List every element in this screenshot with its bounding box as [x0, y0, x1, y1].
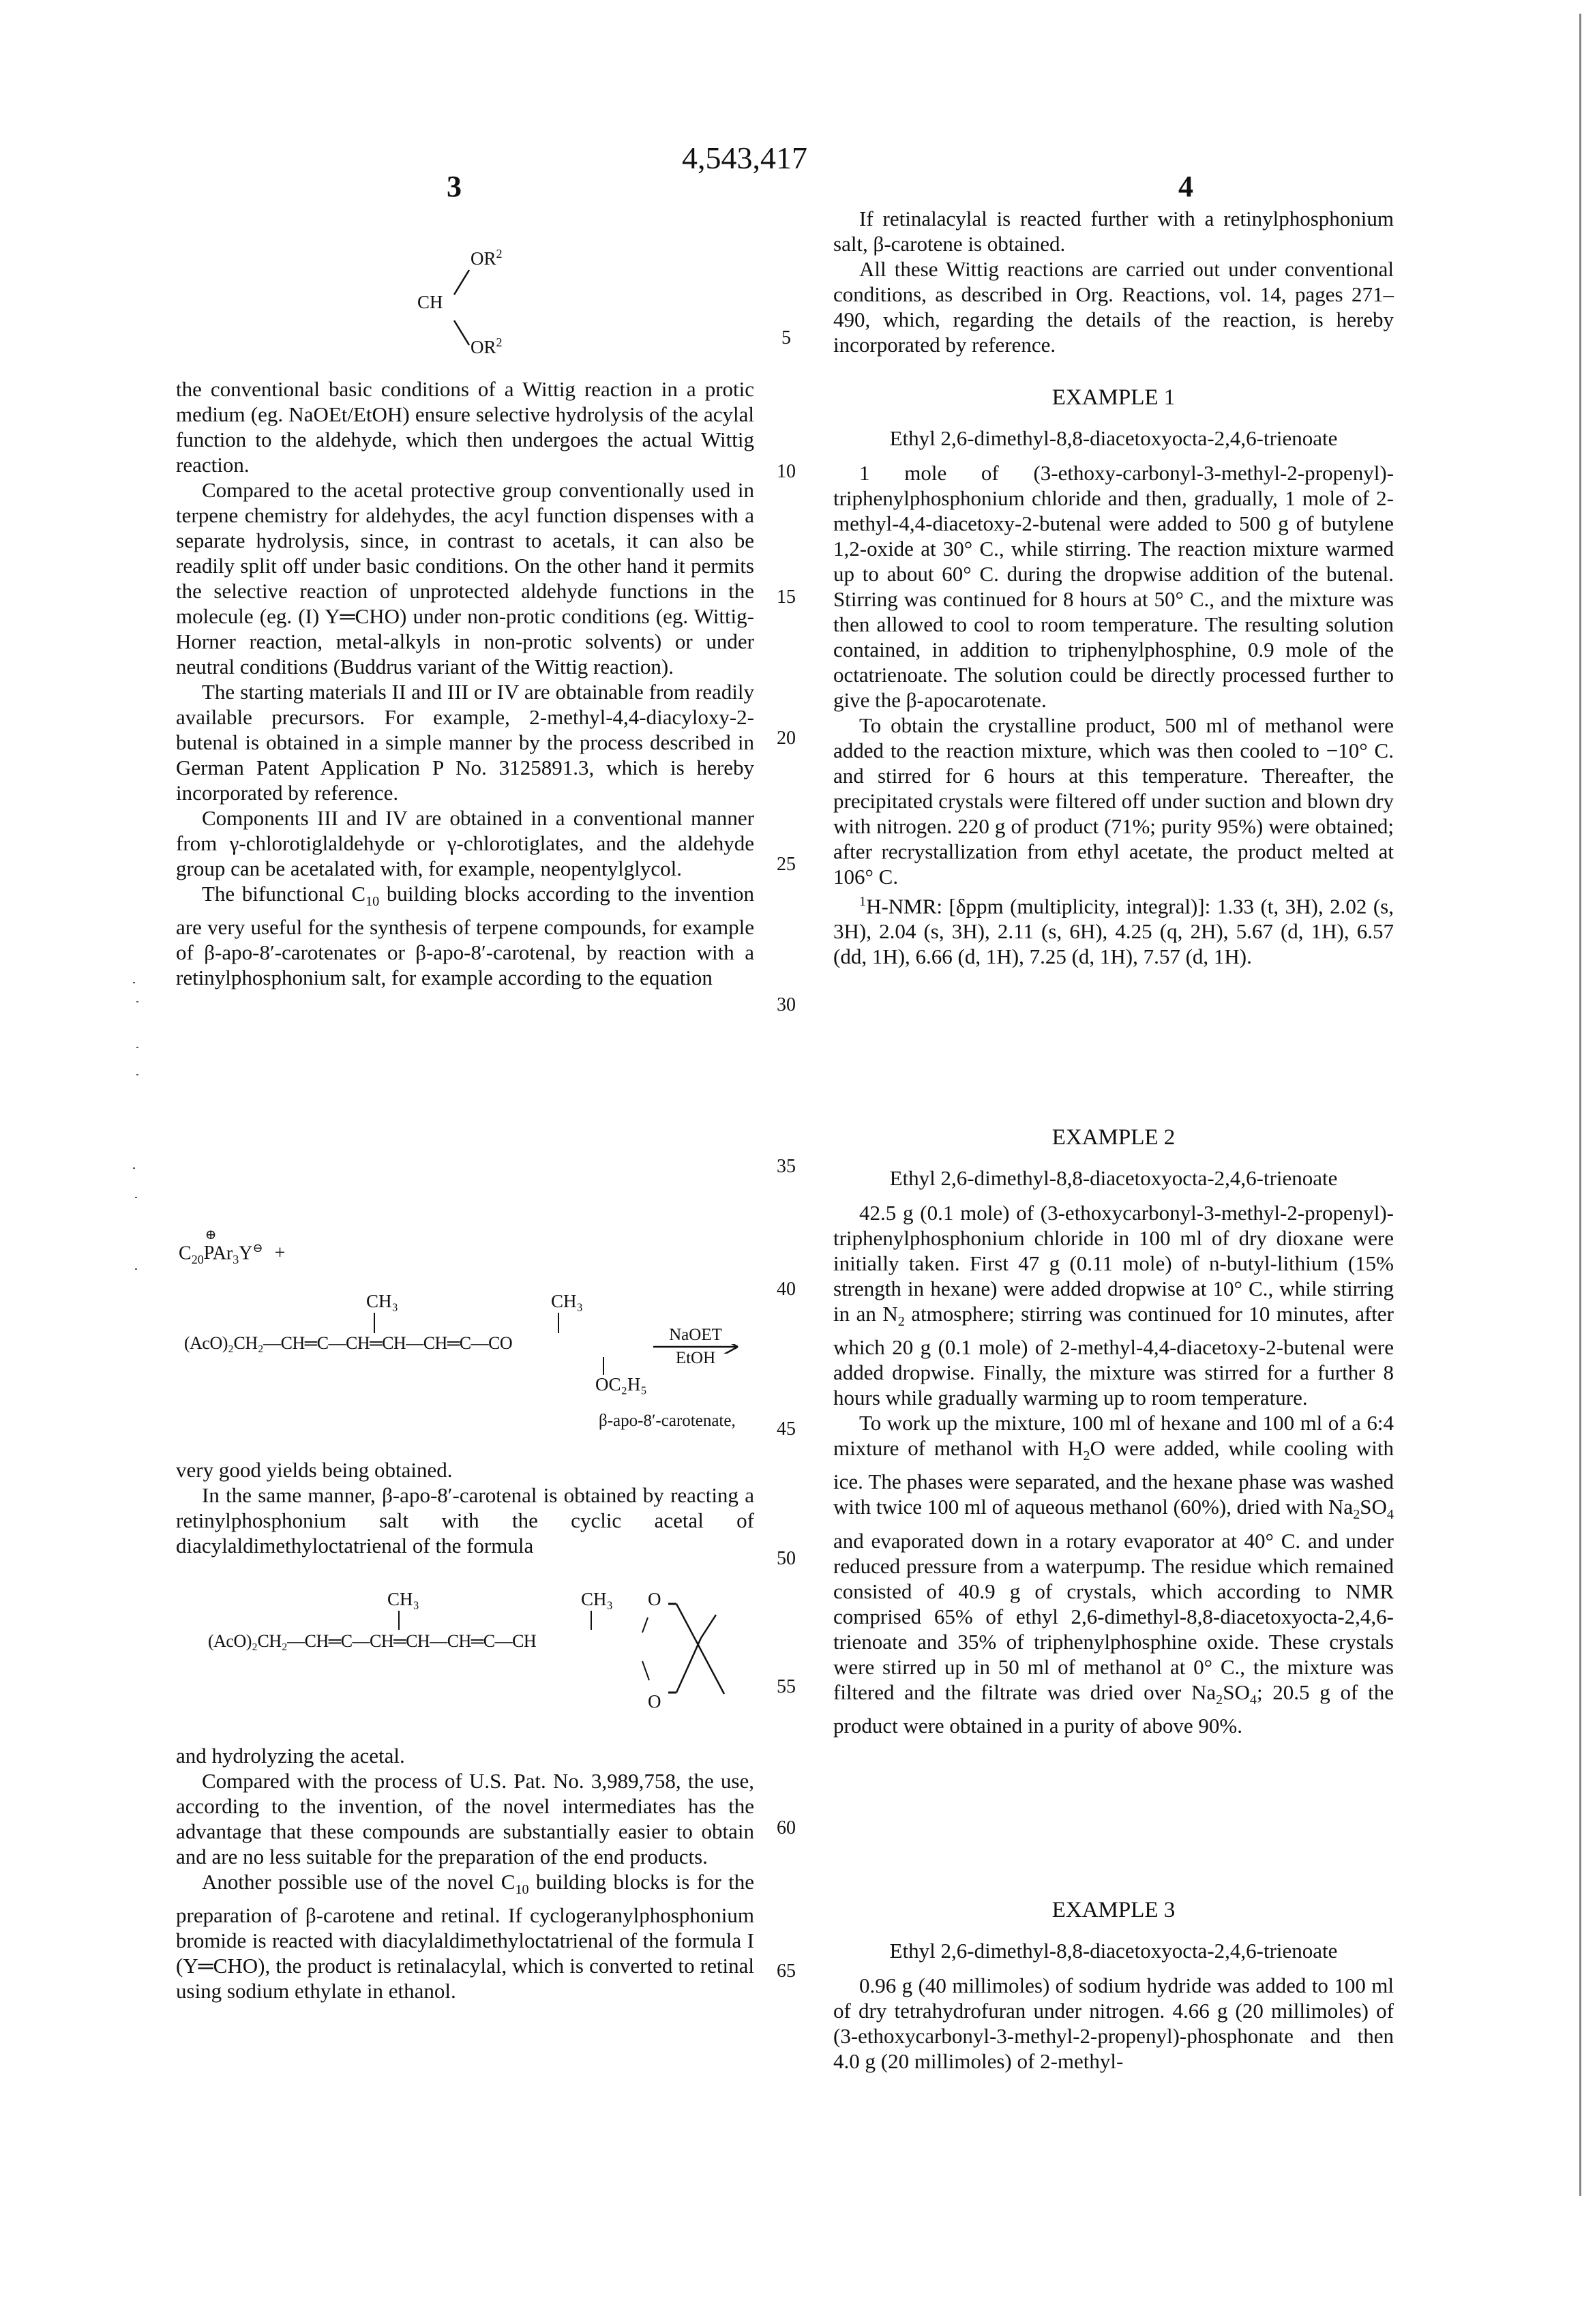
- acetal-or-top: $OR^2$: [471, 247, 503, 269]
- scan-edge-line: [1579, 14, 1581, 2196]
- eq2-bond-1: [398, 1611, 400, 1630]
- eq1-bond-1: [374, 1313, 375, 1333]
- example-3-title: Ethyl 2,6-dimethyl-8,8-diacetoxyocta-2,4,6-trienoate: [889, 1939, 1338, 1963]
- eq2-dioxane-ring: [614, 1589, 750, 1718]
- paragraph: 42.5 g (0.1 mole) of (3-ethoxycarbonyl-3-methyl-2-propenyl)-triphenylphosphonium chloride in 100 ml of dry dioxane were initially taken. First 47 g (0.11 mole) of n-butyl-lithium (15% strength in hexane) were added dropwise at 10° C., while stirring in an $N_2$ atmosphere; stirring was continued for 10 minutes, after which 20 g (0.1 mole) of 2-methyl-4,4-diacetoxy-2-butenal were added dropwise. Finally, the mixture was stirred for a further 8 hours while gradually warming up to room temperature.: [833, 1201, 1394, 1410]
- line-number: 45: [777, 1418, 796, 1440]
- eq1-methyl-2: CH₃: [551, 1291, 583, 1311]
- scan-speck: [135, 1268, 137, 1270]
- eq2-chain: (AcO)₂CH₂—CH═C—CH═CH—CH═C—CH: [208, 1631, 537, 1651]
- eq1-bond-2: [558, 1313, 559, 1333]
- paragraph: 1 mole of (3-ethoxy-carbonyl-3-methyl-2-propenyl)-triphenylphosphonium chloride and then, gradually, 1 mole of 2-methyl-4,4-diacetoxy-2-butenal were added to 500 g of butylene 1,2-oxide at 30° C., while stirring. The reaction mixture warmed up to about 60° C. during the dropwise addition of the butenal. Stirring was continued for 8 hours at 50° C., and the mixture was then allowed to cool to room temperature. The resulting solution contained, in addition to triphenylphosphine, 0.9 mole of the octatrienoate. The solution could be directly processed further to give the β-apocarotenate.: [833, 461, 1394, 712]
- scan-speck: [136, 1001, 138, 1002]
- nmr-data: $^1$H-NMR: [δppm (multiplicity, integral)]: 1.33 (t, 3H), 2.02 (s, 3H), 2.04 (s, 3H), 2.11 (s, 6H), 4.25 (q, 2H), 5.67 (d, 1H), 6.57 (dd, 1H), 6.66 (d, 1H), 7.25 (d, 1H), 7.57 (d, 1H).: [833, 894, 1394, 969]
- paragraph: Components III and IV are obtained in a conventional manner from γ-chlorotiglaldehyde or γ-chlorotiglates, and the aldehyde group can be acetalated with, for example, neopentylglycol.: [176, 806, 754, 880]
- scan-speck: [133, 982, 135, 983]
- line-number: 20: [777, 728, 796, 749]
- paragraph: To work up the mixture, 100 ml of hexane and 100 ml of a 6:4 mixture of methanol with $H_2O$ were added, while cooling with ice. The phases were separated, and the hexane phase was washed with twice 100 ml of aqueous methanol (60%), dried with $Na_2SO_4$ and evaporated down in a rotary evaporator at 40° C. and under reduced pressure from a waterpump. The residue which remained consisted of 40.9 g of crystals, which according to NMR comprised 65% of ethyl 2,6-dimethyl-8,8-diacetoxyocta-2,4,6-trienoate and 35% of triphenylphosphine oxide. These crystals were stirred up in 50 ml of methanol at 0° C., the mixture was filtered and the filtrate was dried over $Na_2SO_4$; 20.5 g of the product were obtained in a purity of above 90%.: [833, 1411, 1394, 1738]
- eq1-chain: (AcO)₂CH₂—CH═C—CH═CH—CH═C—CO: [184, 1333, 513, 1353]
- paragraph: Another possible use of the novel $C_{10}$ building blocks is for the preparation of β-carotene and retinal. If cyclogeranylphosphonium bromide is reacted with diacylaldimethyloctatrienal of the formula I (Y═CHO), the product is retinalacylal, which is converted to retinal using sodium ethylate in ethanol.: [176, 1870, 754, 2003]
- example-1: [833, 385, 1394, 969]
- example-1-title: Ethyl 2,6-dimethyl-8,8-diacetoxyocta-2,4,6-trienoate: [889, 426, 1338, 450]
- line-number: 5: [781, 327, 791, 348]
- line-number: 50: [777, 1548, 796, 1569]
- eq1-reaction-arrow: NaOET EtOH: [655, 1326, 736, 1367]
- paragraph: The bifunctional $C_{10}$ building blocks according to the invention are very useful for the synthesis of terpene compounds, for example of β-apo-8′-carotenates or β-apo-8′-carotenal, by reaction with a retinylphosphonium salt, for example according to the equation: [176, 882, 754, 990]
- left-column-number: 3: [447, 170, 462, 203]
- example-2: [833, 1125, 1394, 1738]
- eq1-methyl-1: CH₃: [366, 1291, 398, 1311]
- paragraph: If retinalacylal is reacted further with a retinylphosphonium salt, β-carotene is obtained.: [833, 207, 1394, 256]
- patent-number: 4,543,417: [682, 140, 807, 175]
- paragraph: 0.96 g (40 millimoles) of sodium hydride was added to 100 ml of dry tetrahydrofuran under nitrogen. 4.66 g (20 millimoles) of (3-ethoxycarbonyl-3-methyl-2-propenyl)-phosphonate and then 4.0 g (20 millimoles) of 2-methyl-: [833, 1973, 1394, 2073]
- paragraph: and hydrolyzing the acetal.: [176, 1744, 405, 1768]
- paragraph: Compared to the acetal protective group conventionally used in terpene chemistry for aldehydes, the acyl function dispenses with a separate hydrolysis, since, in contrast to acetals, it can also be readily split off under basic conditions. On the other hand it permits the selective reaction of unprotected aldehyde functions in the molecule (eg. (I) Y═CHO) under non-protic conditions (eg. Wittig-Horner reaction, metal-alkyls in non-protic solvents) or under neutral conditions (Buddrus variant of the Wittig reaction).: [176, 478, 754, 679]
- line-number: 10: [777, 461, 796, 482]
- eq2-ring-o-bottom: O: [648, 1691, 661, 1712]
- line-number: 55: [777, 1676, 796, 1697]
- right-column-intro: [833, 206, 1394, 357]
- eq2-ring-o-top: O: [648, 1589, 661, 1609]
- eq1-ester: OC₂H₅: [595, 1374, 647, 1395]
- paragraph: In the same manner, β-apo-8′-carotenal is obtained by reacting a retinylphosphonium salt with the cyclic acetal of diacylaldimethyloctatrienal of the formula: [176, 1483, 754, 1558]
- acetal-ch: CH: [417, 292, 443, 312]
- line-number: 15: [777, 586, 796, 608]
- eq2-methyl-1: CH₃: [387, 1589, 419, 1609]
- scan-speck: [136, 1047, 138, 1048]
- line-number: 40: [777, 1279, 796, 1300]
- example-1-heading: EXAMPLE 1: [1051, 385, 1176, 410]
- left-column-block-3: [176, 1743, 754, 2003]
- example-3-heading: EXAMPLE 3: [1051, 1898, 1176, 1922]
- left-column-block-1: [176, 376, 754, 990]
- eq2-methyl-2: CH₃: [581, 1589, 613, 1609]
- example-3: [833, 1898, 1394, 2074]
- paragraph: Compared with the process of U.S. Pat. No. 3,989,758, the use, according to the invention, of the novel intermediates has the advantage that these compounds are substantially easier to obtain and are no less suitable for the preparation of the end products.: [176, 1769, 754, 1868]
- line-number: 35: [777, 1156, 796, 1177]
- example-2-title: Ethyl 2,6-dimethyl-8,8-diacetoxyocta-2,4,6-trienoate: [889, 1166, 1338, 1190]
- right-column-number: 4: [1178, 170, 1193, 203]
- eq2-bond-2: [591, 1611, 592, 1630]
- scan-speck: [133, 1167, 135, 1169]
- paragraph: very good yields being obtained.: [176, 1458, 453, 1482]
- paragraph: The starting materials II and III or IV are obtainable from readily available precursors. For example, 2-methyl-4,4-diacyloxy-2-butenal is obtained in a simple manner by the process described in German Patent Application P No. 3125891.3, which is hereby incorporated by reference.: [176, 680, 754, 805]
- scan-speck: [136, 1074, 138, 1075]
- line-number: 30: [777, 994, 796, 1015]
- line-number: 65: [777, 1961, 796, 1982]
- eq1-bond-3: [603, 1357, 604, 1375]
- left-column-block-2: [176, 1457, 754, 1558]
- scan-speck: [135, 1197, 137, 1198]
- eq1-product: β-apo-8′-carotenate,: [599, 1412, 736, 1430]
- paragraph: To obtain the crystalline product, 500 ml of methanol were added to the reaction mixture, which was then cooled to −10° C. and stirred for 6 hours at this temperature. Thereafter, the precipitated crystals were filtered off under suction and blown dry with nitrogen. 220 g of product (71%; purity 95%) were obtained; after recrystallization from ethyl acetate, the product melted at 106° C.: [833, 713, 1394, 889]
- paragraph: All these Wittig reactions are carried out under conventional conditions, as described in Org. Reactions, vol. 14, pages 271–490, which, regarding the details of the reaction, is hereby incorporated by reference.: [833, 257, 1394, 357]
- eq1-reagent: $C_{20}$ ⊕ PAr$_3$Y⊖ +: [179, 1227, 286, 1266]
- line-number: 25: [777, 854, 796, 875]
- example-2-heading: EXAMPLE 2: [1051, 1125, 1176, 1150]
- paragraph: the conventional basic conditions of a Wittig reaction in a protic medium (eg. NaOEt/EtOH) ensure selective hydrolysis of the acylal function to the aldehyde, which then undergoes the actual Wittig reaction.: [176, 377, 754, 477]
- line-number: 60: [777, 1817, 796, 1838]
- acetal-or-bottom: $OR^2$: [471, 336, 503, 357]
